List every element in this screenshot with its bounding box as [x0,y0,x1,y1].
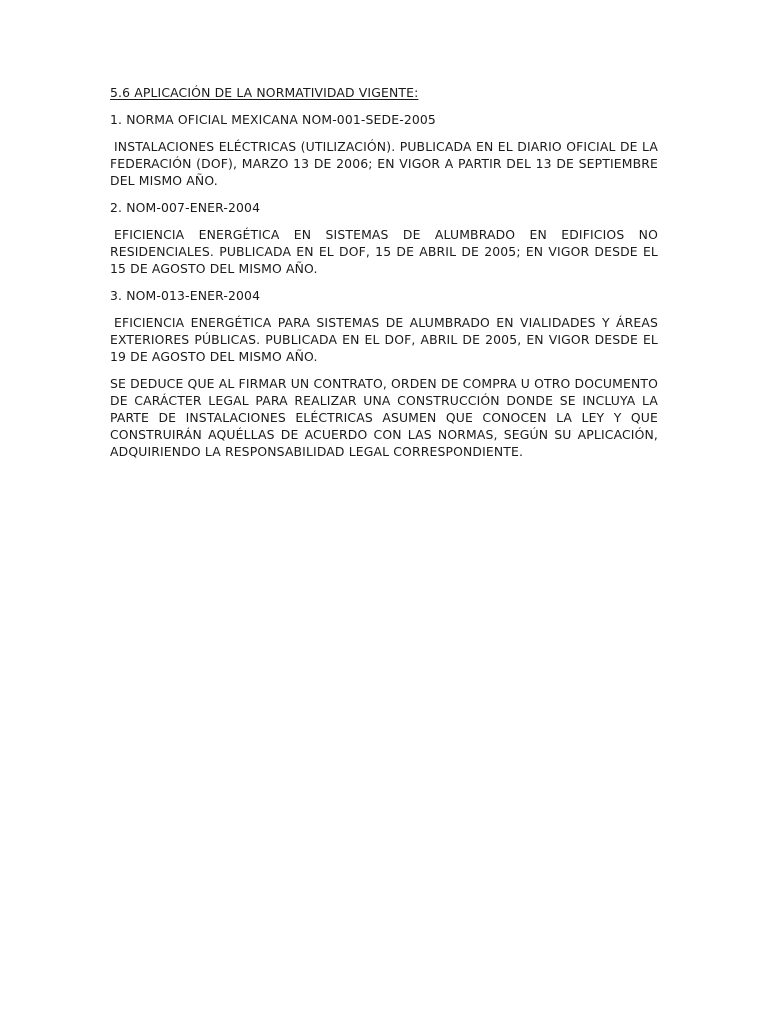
norm-1-title: 1. NORMA OFICIAL MEXICANA NOM-001-SEDE-2005 [110,112,436,127]
conclusion-paragraph: SE DEDUCE QUE AL FIRMAR UN CONTRATO, ORDEN DE COMPRA U OTRO DOCUMENTO DE CARÁCTER LEGAL PARA REALIZAR UNA CONSTRUCCIÓN DONDE SE INCLUYA LA PARTE DE INSTALACIONES ELÉCTRICAS ASUMEN QUE CONOCEN LA LEY Y QUE CONSTRUIRÁN AQUÉLLAS DE ACUERDO CON LAS NORMAS, SEGÚN SU APLICACIÓN, ADQUIRIENDO LA RESPONSABILIDAD LEGAL CORRESPONDIENTE. [110,376,658,459]
norm-3-title: 3. NOM-013-ENER-2004 [110,288,261,303]
norm-2-description: EFICIENCIA ENERGÉTICA EN SISTEMAS DE ALUMBRADO EN EDIFICIOS NO RESIDENCIALES. PUBLICADA EN EL DOF, 15 DE ABRIL DE 2005; EN VIGOR DESDE EL 15 DE AGOSTO DEL MISMO AÑO. [110,227,658,276]
norm-3-description: EFICIENCIA ENERGÉTICA PARA SISTEMAS DE ALUMBRADO EN VIALIDADES Y ÁREAS EXTERIORES PÚBLICAS. PUBLICADA EN EL DOF, ABRIL DE 2005, EN VIGOR DESDE EL 19 DE AGOSTO DEL MISMO AÑO. [110,315,658,364]
section-heading: 5.6 APLICACIÓN DE LA NORMATIVIDAD VIGENTE: [110,85,419,100]
document-page [110,84,658,470]
norm-2-title: 2. NOM-007-ENER-2004 [110,200,261,215]
norm-1-description: INSTALACIONES ELÉCTRICAS (UTILIZACIÓN). PUBLICADA EN EL DIARIO OFICIAL DE LA FEDERACIÓN (DOF), MARZO 13 DE 2006; EN VIGOR A PARTIR DEL 13 DE SEPTIEMBRE DEL MISMO AÑO. [110,139,658,188]
